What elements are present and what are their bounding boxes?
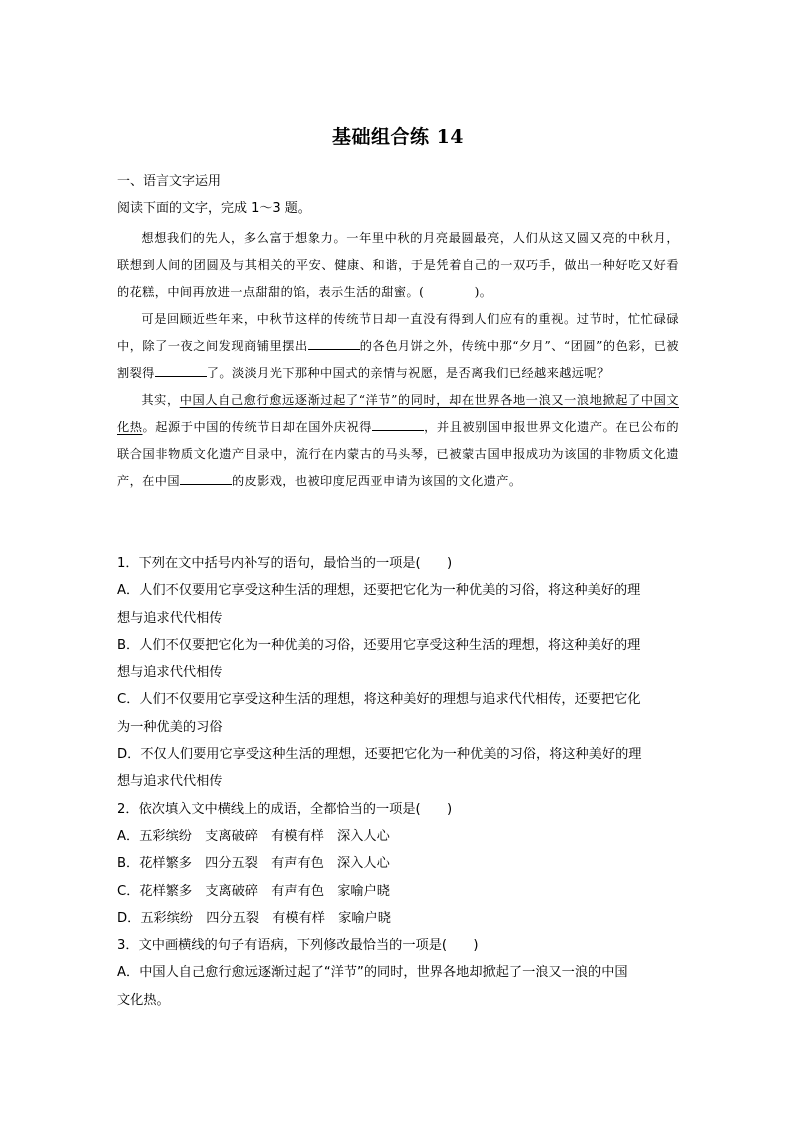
passage-text: 的各色月饼之外，传统中那“夕月”、“团圆”的色彩，已被割裂得 — [117, 339, 679, 380]
reading-passage — [117, 225, 679, 495]
page-title: 基础组合练 14 — [331, 126, 465, 148]
passage-text: 。起源于中国的传统节日却在国外庆祝得 — [142, 420, 372, 434]
answer-option: B．花样繁多 四分五裂 有声有色 深入人心 — [117, 856, 390, 872]
passage-text: ，并且被别国申报世界文化遗产。在已公布的联合国非物质文化遗产目录中，流行在内蒙古的马头琴，已被蒙古国申报成功为该国的非物质文化遗产，在中国 — [117, 420, 679, 488]
passage-text: 了。淡淡月光下那种中国式的亲情与祝愿，是否离我们已经越来越远呢？ — [206, 366, 610, 380]
section-heading: 一、语言文字运用 — [117, 174, 222, 189]
answer-option-continued: 文化热。 — [117, 992, 170, 1008]
answer-option: C．花样繁多 支离破碎 有声有色 家喻户晓 — [117, 883, 390, 899]
answer-option-continued: 想与追求代代相传 — [117, 774, 223, 790]
fill-in-blank — [308, 337, 360, 350]
answer-option-continued: 为一种优美的习俗 — [117, 719, 223, 735]
question-list — [117, 550, 679, 1014]
passage-paragraph-3 — [117, 387, 679, 495]
fill-in-blank — [180, 472, 232, 485]
passage-paragraph-2 — [117, 306, 679, 387]
question-stem: 1．下列在文中括号内补写的语句，最恰当的一项是( ) — [117, 556, 453, 571]
answer-option: B．人们不仅要把它化为一种优美的习俗，还要用它享受这种生活的理想，将这种美好的理 — [117, 637, 641, 653]
passage-text: 其实， — [141, 393, 180, 407]
answer-option: A．人们不仅要用它享受这种生活的理想，还要把它化为一种优美的习俗，将这种美好的理 — [117, 583, 641, 599]
answer-option-continued: 想与追求代代相传 — [117, 665, 223, 681]
answer-option: D．不仅人们要用它享受这种生活的理想，还要把它化为一种优美的习俗，将这种美好的理 — [117, 747, 642, 763]
answer-option: D．五彩缤纷 四分五裂 有模有样 家喻户晓 — [117, 910, 391, 926]
passage-paragraph-1: 想想我们的先人，多么富于想象力。一年里中秋的月亮最圆最亮，人们从这又圆又亮的中秋月，联想到人间的团圆及与其相关的平安、健康、和谐，于是凭着自己的一双巧手，做出一种好吃又好看的花糕，中间再放进一点甜甜的馅，表示生活的甜蜜。( )。 — [117, 231, 679, 299]
passage-text: 的皮影戏，也被印度尼西亚申请为该国的文化遗产。 — [231, 474, 522, 488]
reading-instruction: 阅读下面的文字，完成 1～3 题。 — [117, 201, 311, 216]
question-stem: 2．依次填入文中横线上的成语，全都恰当的一项是( ) — [117, 801, 453, 817]
fill-in-blank — [372, 418, 424, 431]
passage-text: 可是回顾近些年来，中秋节这样的传统节日却一直没有得到人们应有的重视。过节时，忙忙碌碌中，除了一夜之间发现商铺里摆出 — [117, 312, 679, 353]
answer-option: A．中国人自己愈行愈远逐渐过起了“洋节”的同时，世界各地却掀起了一浪又一浪的中国 — [117, 965, 628, 981]
underlined-sentence: 中国人自己愈行愈远逐渐过起了“洋节”的同时，却在世界各地一浪又一浪地掀起了中国文化热 — [117, 393, 679, 434]
answer-option-continued: 想与追求代代相传 — [117, 610, 223, 626]
question-stem: 3．文中画横线的句子有语病，下列修改最恰当的一项是( ) — [117, 938, 479, 954]
answer-option: C．人们不仅要用它享受这种生活的理想，将这种美好的理想与追求代代相传，还要把它化 — [117, 692, 641, 708]
fill-in-blank — [155, 364, 207, 377]
answer-option: A．五彩缤纷 支离破碎 有模有样 深入人心 — [117, 828, 390, 844]
